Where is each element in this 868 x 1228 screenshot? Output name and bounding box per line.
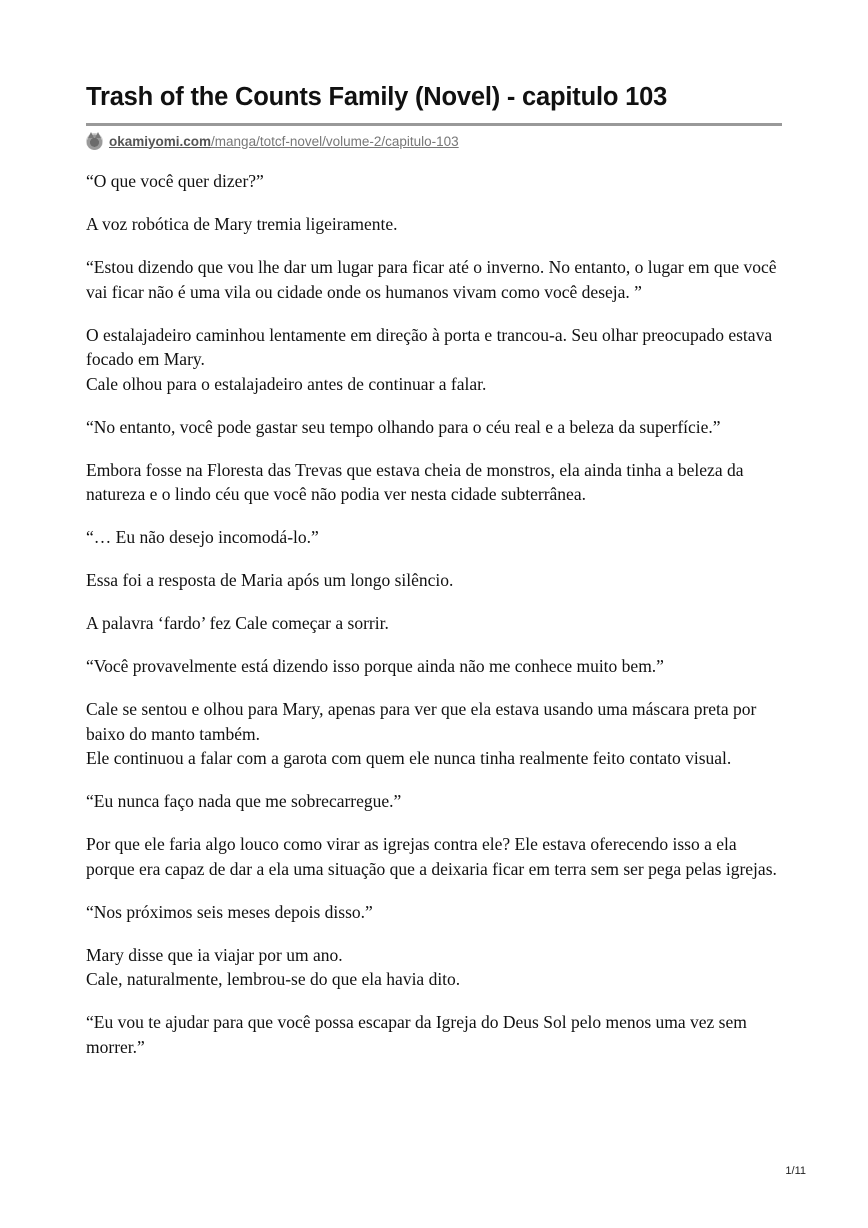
- paragraph-line: Cale olhou para o estalajadeiro antes de continuar a falar.: [86, 373, 487, 394]
- paragraph: [86, 611, 786, 636]
- paragraph-line: A voz robótica de Mary tremia ligeiramente.: [86, 214, 398, 234]
- paragraph: [86, 789, 786, 814]
- paragraph-line: “… Eu não desejo incomodá-lo.”: [86, 527, 319, 547]
- paragraph-line: “Eu vou te ajudar para que você possa escapar da Igreja do Deus Sol pelo menos uma vez sem morrer.”: [86, 1012, 747, 1057]
- chapter-text: [86, 169, 786, 1059]
- source-path[interactable]: /manga/totcf-novel/volume-2/capitulo-103: [211, 133, 459, 149]
- paragraph: [86, 943, 786, 992]
- paragraph: [86, 525, 786, 550]
- paragraph: [86, 255, 786, 304]
- paragraph-line: Mary disse que ia viajar por um ano.: [86, 944, 343, 965]
- paragraph: [86, 568, 786, 593]
- paragraph-line: O estalajadeiro caminhou lentamente em direção à porta e trancou-a. Seu olhar preocupado estava focado em Mary.: [86, 324, 773, 369]
- paragraph: [86, 900, 786, 925]
- paragraph-line: “O que você quer dizer?”: [86, 171, 264, 191]
- page-title: Trash of the Counts Family (Novel) - capitulo 103: [86, 83, 668, 111]
- paragraph-line: Cale, naturalmente, lembrou-se do que ela havia dito.: [86, 969, 461, 989]
- paragraph: [86, 212, 786, 237]
- paragraph: [86, 1010, 786, 1059]
- paragraph: [86, 832, 786, 881]
- paragraph-line: Embora fosse na Floresta das Trevas que estava cheia de monstros, ela ainda tinha a beleza da natureza e o lindo céu que você não podia ver nesta cidade subterrânea.: [86, 459, 744, 504]
- paragraph-line: “Estou dizendo que vou lhe dar um lugar para ficar até o inverno. No entanto, o lugar em que você vai ficar não é uma vila ou cidade onde os humanos vivam como você deseja. ”: [86, 257, 777, 302]
- paragraph-line: Cale se sentou e olhou para Mary, apenas para ver que ela estava usando uma máscara preta por baixo do manto também.: [86, 699, 757, 744]
- paragraph: [86, 415, 786, 440]
- page-number: 1/11: [785, 1165, 806, 1177]
- paragraph: [86, 169, 786, 194]
- source-link[interactable]: [86, 131, 786, 151]
- paragraph: [86, 323, 786, 397]
- source-domain[interactable]: okamiyomi.com: [109, 133, 212, 149]
- paragraph-line: Ele continuou a falar com a garota com quem ele nunca tinha realmente feito contato visual.: [86, 748, 732, 768]
- paragraph: [86, 697, 786, 771]
- paragraph-line: “Você provavelmente está dizendo isso porque ainda não me conhece muito bem.”: [86, 656, 664, 676]
- wolf-icon: [86, 133, 103, 150]
- paragraph-line: “Eu nunca faço nada que me sobrecarregue.”: [86, 791, 402, 811]
- paragraph-line: Essa foi a resposta de Maria após um longo silêncio.: [86, 570, 454, 590]
- document-page: [86, 78, 786, 1078]
- paragraph-line: “No entanto, você pode gastar seu tempo olhando para o céu real e a beleza da superfície.”: [86, 416, 721, 437]
- title-divider: [86, 123, 782, 126]
- paragraph-line: “Nos próximos seis meses depois disso.”: [86, 901, 373, 922]
- paragraph-line: Por que ele faria algo louco como virar as igrejas contra ele? Ele estava oferecendo isso a ela porque era capaz de dar a ela uma situação que a deixaria ficar em terra sem ser pega pelas igrejas.: [86, 834, 777, 879]
- paragraph: [86, 654, 786, 679]
- paragraph-line: A palavra ‘fardo’ fez Cale começar a sorrir.: [86, 613, 389, 633]
- paragraph: [86, 458, 786, 507]
